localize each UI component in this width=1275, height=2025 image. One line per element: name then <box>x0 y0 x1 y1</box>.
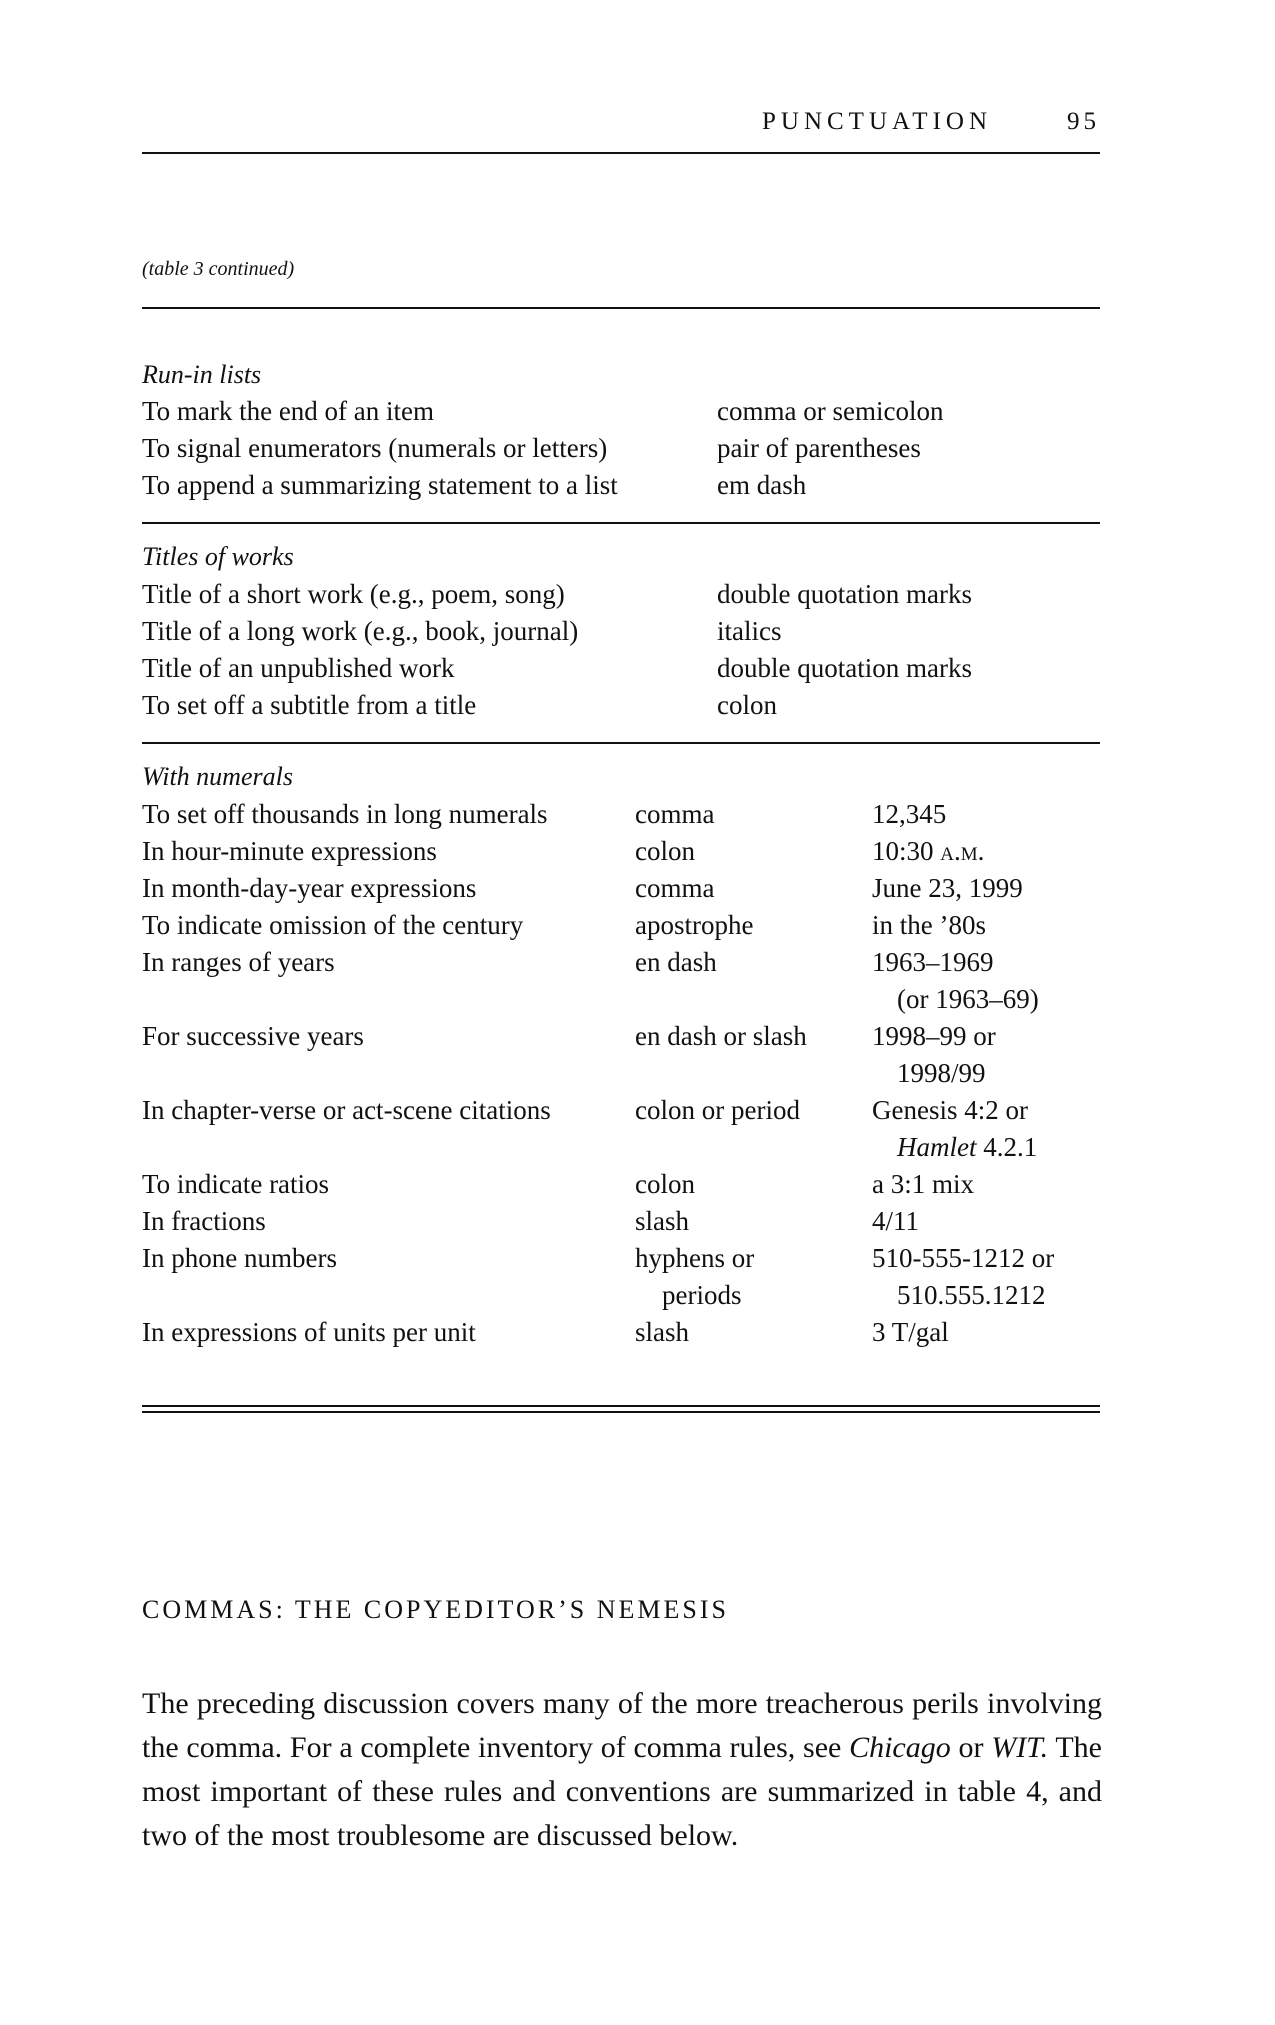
mark-cell: en dash or slash <box>635 1021 807 1051</box>
table-row <box>142 910 1100 947</box>
use-cell: In ranges of years <box>142 947 335 977</box>
mark-cell: slash <box>635 1317 689 1347</box>
mark-cell: hyphens or <box>635 1243 755 1273</box>
table-row <box>142 653 1100 690</box>
example-cell: 1963–1969 <box>872 947 994 977</box>
example-cell-continuation <box>897 1132 1037 1163</box>
mark-cell: comma <box>635 799 715 829</box>
table-row <box>142 836 1100 873</box>
example-cell: 1998–99 or <box>872 1021 996 1051</box>
section-title: COMMAS: THE COPYEDITOR’S NEMESIS <box>142 1595 729 1624</box>
example-abbr: a.m. <box>940 836 985 866</box>
example-cell-continuation: 510.555.1212 <box>897 1280 1046 1310</box>
use-cell: To signal enumerators (numerals or letters) <box>142 433 608 463</box>
body-paragraph: The preceding discussion covers many of the more treacherous perils involving the comma. For a complete inventory of comma rules, see Chicago or WIT. The most important of these rules and conventions are summarized in table 4, and two of the most troublesome are discussed below. <box>142 1687 1102 1852</box>
table-bottom-rule <box>142 1405 1100 1407</box>
use-cell: Title of a short work (e.g., poem, song) <box>142 579 565 609</box>
mark-cell: double quotation marks <box>717 579 972 609</box>
example-cell: 3 T/gal <box>872 1317 949 1347</box>
use-cell: Title of a long work (e.g., book, journal) <box>142 616 579 646</box>
mark-cell: colon <box>717 690 777 720</box>
table-bottom-rule-second <box>142 1411 1100 1413</box>
table-row <box>142 470 1100 507</box>
section-rule <box>142 742 1100 744</box>
example-cell: 12,345 <box>872 799 947 829</box>
table-continued-label: (table 3 continued) <box>142 258 295 280</box>
example-cell: a 3:1 mix <box>872 1169 974 1199</box>
mark-cell: italics <box>717 616 782 646</box>
example-italic: Hamlet <box>897 1132 977 1162</box>
example-cell: June 23, 1999 <box>872 873 1023 903</box>
use-cell: In chapter-verse or act-scene citations <box>142 1095 551 1125</box>
table-row <box>142 1206 1100 1243</box>
use-cell: In fractions <box>142 1206 266 1236</box>
mark-cell: apostrophe <box>635 910 754 940</box>
mark-cell: en dash <box>635 947 717 977</box>
table-row <box>142 1317 1100 1354</box>
table-row-continuation <box>142 1280 1100 1317</box>
table-top-rule <box>142 307 1100 309</box>
mark-cell: double quotation marks <box>717 653 972 683</box>
example-cell-continuation: (or 1963–69) <box>897 984 1039 1014</box>
example-cell: in the ’80s <box>872 910 986 940</box>
mark-cell: em dash <box>717 470 807 500</box>
example-cell-continuation: 1998/99 <box>897 1058 986 1088</box>
section-heading-with-numerals: With numerals <box>142 762 293 791</box>
table-row <box>142 1169 1100 1206</box>
mark-cell: colon or period <box>635 1095 800 1125</box>
use-cell: In hour-minute expressions <box>142 836 437 866</box>
example-cell <box>872 836 984 867</box>
table-row-continuation <box>142 984 1100 1021</box>
mark-cell: colon <box>635 836 695 866</box>
table-row <box>142 1095 1100 1132</box>
mark-cell: comma or semicolon <box>717 396 944 426</box>
table-row <box>142 579 1100 616</box>
example-cell: 4/11 <box>872 1206 919 1236</box>
table-row <box>142 396 1100 433</box>
table-row <box>142 616 1100 653</box>
table-row-continuation <box>142 1132 1100 1169</box>
use-cell: In expressions of units per unit <box>142 1317 476 1347</box>
table-row <box>142 690 1100 727</box>
example-cell: 510-555-1212 or <box>872 1243 1055 1273</box>
mark-cell-continuation: periods <box>662 1280 742 1310</box>
running-head-title: PUNCTUATION <box>762 108 992 135</box>
section-heading-run-in-lists: Run-in lists <box>142 360 262 389</box>
header-rule <box>142 152 1100 154</box>
use-cell: To set off a subtitle from a title <box>142 690 477 720</box>
mark-cell: colon <box>635 1169 695 1199</box>
mark-cell: pair of parentheses <box>717 433 921 463</box>
chicago-reference: Chicago <box>849 1731 951 1764</box>
table-row <box>142 799 1100 836</box>
use-cell: To indicate omission of the century <box>142 910 524 940</box>
running-head <box>142 108 1100 148</box>
use-cell: To set off thousands in long numerals <box>142 799 548 829</box>
use-cell: Title of an unpublished work <box>142 653 455 683</box>
mark-cell: comma <box>635 873 715 903</box>
section-rule <box>142 522 1100 524</box>
table-row <box>142 433 1100 470</box>
example-rest: 4.2.1 <box>976 1132 1038 1162</box>
use-cell: To append a summarizing statement to a list <box>142 470 618 500</box>
wit-reference: WIT. <box>991 1731 1049 1764</box>
section-heading-titles-of-works: Titles of works <box>142 542 294 571</box>
use-cell: For successive years <box>142 1021 364 1051</box>
table-row <box>142 1021 1100 1058</box>
use-cell: In phone numbers <box>142 1243 337 1273</box>
table-row <box>142 1243 1100 1280</box>
example-time: 10:30 <box>872 836 934 866</box>
use-cell: In month-day-year expressions <box>142 873 477 903</box>
example-cell: Genesis 4:2 or <box>872 1095 1028 1125</box>
table-row <box>142 947 1100 984</box>
page-number: 95 <box>1067 108 1100 135</box>
table-row <box>142 873 1100 910</box>
table-row-continuation <box>142 1058 1100 1095</box>
use-cell: To mark the end of an item <box>142 396 435 426</box>
use-cell: To indicate ratios <box>142 1169 330 1199</box>
mark-cell: slash <box>635 1206 689 1236</box>
